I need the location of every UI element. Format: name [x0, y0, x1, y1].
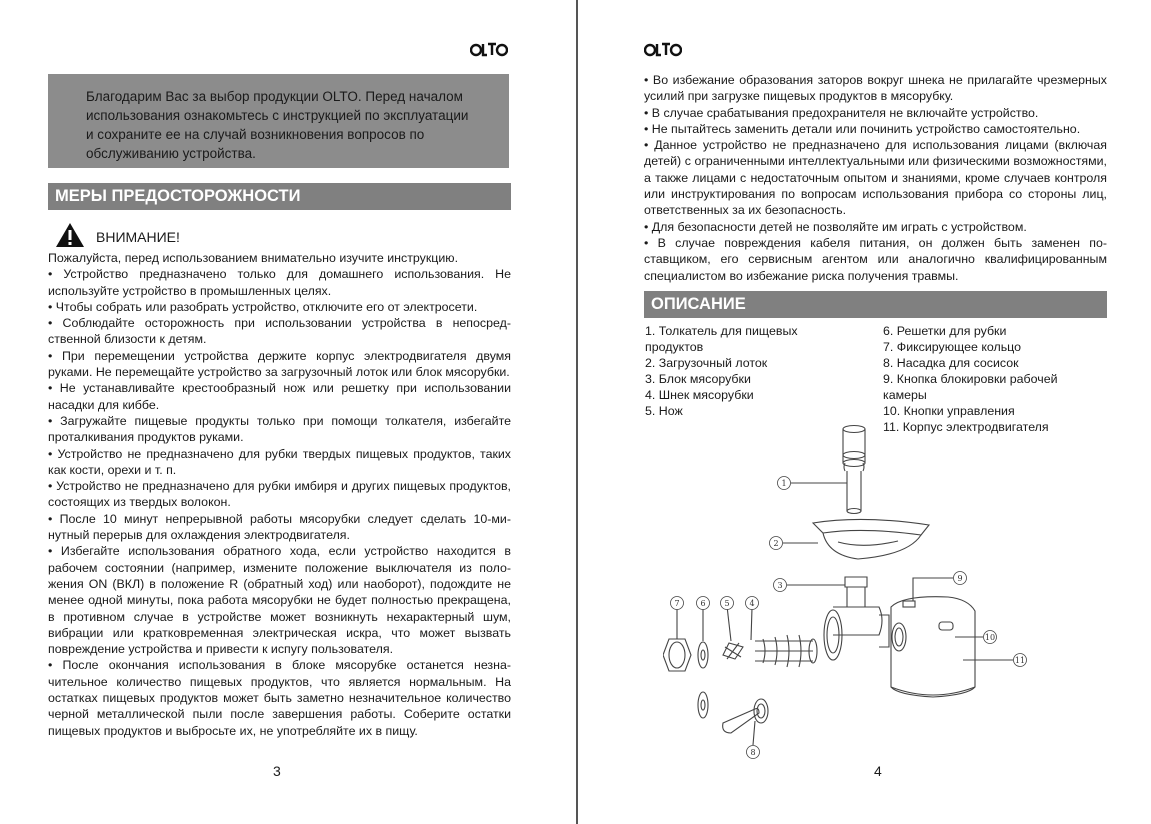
precautions-text-cont — [644, 72, 1107, 284]
motor-body-part — [891, 597, 975, 697]
parts-list-item: 4. Шнек мясорубки — [645, 388, 754, 402]
grinder-head-part — [824, 577, 889, 660]
callout-11: 11 — [1014, 656, 1026, 665]
paragraph: • Не устанавливайте крестообразный нож или решетку при использовании насадки для киббе. — [48, 381, 511, 412]
paragraph: • При перемещении устройства держите корпус электродвигателя двумя руками. Не перемещайте устройство за загрузочный лоток или блок мясорубки. — [48, 348, 511, 380]
cutting-plate-part — [698, 642, 708, 718]
callout-5: 5 — [724, 599, 730, 608]
callout-9: 9 — [957, 574, 963, 583]
callout-4: 4 — [749, 599, 755, 608]
callout-10: 10 — [984, 633, 996, 642]
callout-2: 2 — [773, 539, 779, 548]
callout-8: 8 — [750, 748, 756, 757]
parts-list-item: 10. Кнопки управления — [883, 404, 1015, 418]
olto-logo-mark — [470, 41, 508, 57]
precautions-text — [48, 250, 511, 739]
paragraph: • Во избежание образования заторов вокруг шнека не прилагайте чрезмерных усилий при загрузке пищевых продуктов в мясорубку. — [644, 73, 1107, 104]
sausage-attachment-part — [723, 699, 768, 733]
right-page — [578, 0, 1151, 824]
parts-list-item: 11. Корпус электродвигателя — [883, 420, 1049, 434]
callout-3: 3 — [777, 581, 783, 590]
paragraph: • Устройство не предназначено для рубки имбиря и других пищевых продуктов, состоящих из твердых волокон. — [48, 479, 511, 510]
parts-list-column-1 — [645, 323, 835, 419]
callout-7: 7 — [674, 599, 680, 608]
paragraph: Пожалуйста, перед использованием внимательно изучите инструкцию. — [48, 251, 459, 265]
paragraph: • Не пытайтесь заменить детали или починить устройство самостоятельно. — [644, 121, 1081, 136]
paragraph: • Данное устройство не предназначено для использования лицами (включая детей) с ограниченными интеллектуальными или физическими возможностями, а также лицами с недостаточным опытом и знаниями, кроме случаев контроля или инструктирования по вопросам использования прибора со стороны лиц, ответственных за их безопасность. — [644, 138, 1107, 218]
paragraph: • В случае повреждения кабеля питания, он должен быть заменен поставщиком, его сервисным агентом или аналогично квалифицированным специалистом во избежание риска получения травмы. — [644, 235, 1107, 283]
paragraph: • Для безопасности детей не позволяйте им играть с устройством. — [644, 219, 1027, 234]
section-title-description: ОПИСАНИЕ — [644, 291, 1107, 318]
auger-part — [755, 635, 817, 667]
olto-logo-mark — [644, 41, 682, 57]
intro-box: Благодарим Вас за выбор продукции OLTO. Перед началом использования ознакомьтесь с инструкцией по эксплуатации и сохраните ее на случай возникновения вопросов по обслуживанию устройства. — [48, 74, 509, 168]
callout-labels — [671, 477, 1027, 759]
parts-list-item: 2. Загрузочный лоток — [645, 356, 768, 370]
callout-6: 6 — [700, 599, 706, 608]
paragraph: • В случае срабатывания предохранителя не включайте устройство. — [644, 105, 1039, 120]
parts-list-item: 9. Кнопка блокировки рабочей — [883, 372, 1058, 386]
paragraph: • Избегайте использования обратного хода, если устройство находится в рабочем состоянии (например, измените положение выключателя из положения ON (ВКЛ) в положение R (обратный ход) или наоборот), подождите не менее одной минуты, пока работа мясорубки не будет полностью прекращена, в противном случае в устройстве может возникнуть нехарактерный шум, вибрации или кратковременная электрическая искра, что может вызвать повреждение устройства и привести к испугу пользователя. — [48, 544, 511, 657]
paragraph: • Чтобы собрать или разобрать устройство, отключите его от электросети. — [48, 299, 478, 314]
meat-grinder-diagram — [663, 415, 1063, 770]
warning-title: ВНИМАНИЕ! — [96, 229, 180, 245]
callout-1: 1 — [781, 479, 787, 488]
page-number: 4 — [874, 763, 882, 779]
parts-list-item: 7. Фиксирующее кольцо — [883, 340, 1022, 354]
parts-list-item: продуктов — [645, 340, 704, 354]
tray-part — [813, 519, 929, 559]
paragraph: • Устройство не предназначено для рубки твердых пищевых продуктов, таких как кости, орехи и т. п. — [48, 446, 511, 477]
parts-list-item: 5. Нож — [645, 404, 683, 418]
olto-logo — [644, 38, 682, 62]
paragraph: • Загружайте пищевые продукты только при помощи толкателя, избегайте проталкивания продуктов руками. — [48, 413, 511, 445]
warning-triangle-icon — [55, 222, 85, 248]
paragraph: • Устройство предназначено только для домашнего использования. Не используйте устройство в промышленных целях. — [48, 267, 511, 298]
knife-part — [723, 643, 743, 659]
section-title-precautions: МЕРЫ ПРЕДОСТОРОЖНОСТИ — [48, 183, 511, 210]
parts-list-item: 1. Толкатель для пищевых — [645, 324, 798, 338]
locking-ring-part — [663, 639, 691, 671]
pusher-part — [843, 426, 865, 514]
paragraph: • Соблюдайте осторожность при использовании устройства в непосредственной близости к детям. — [48, 316, 511, 347]
parts-list-item: 8. Насадка для сосисок — [883, 356, 1019, 370]
olto-logo — [470, 38, 508, 62]
paragraph: • После окончания использования в блоке мясорубке останется незначительное количество пищевых продуктов, что является нормальным. На остатках пищевых продуктов может быть заметно незначительное количество черной металлической пыли после завершения работы. Соберите остатки пищевых продуктов и выбросьте их, не употребляйте их в пищу. — [48, 658, 511, 738]
page-number: 3 — [273, 763, 281, 779]
parts-list-item: 6. Решетки для рубки — [883, 324, 1007, 338]
parts-list-item: 3. Блок мясорубки — [645, 372, 751, 386]
paragraph: • После 10 минут непрерывной работы мясорубки следует сделать 10-минутный перерыв для охлаждения электродвигателя. — [48, 511, 511, 543]
parts-list-item: камеры — [883, 388, 927, 402]
